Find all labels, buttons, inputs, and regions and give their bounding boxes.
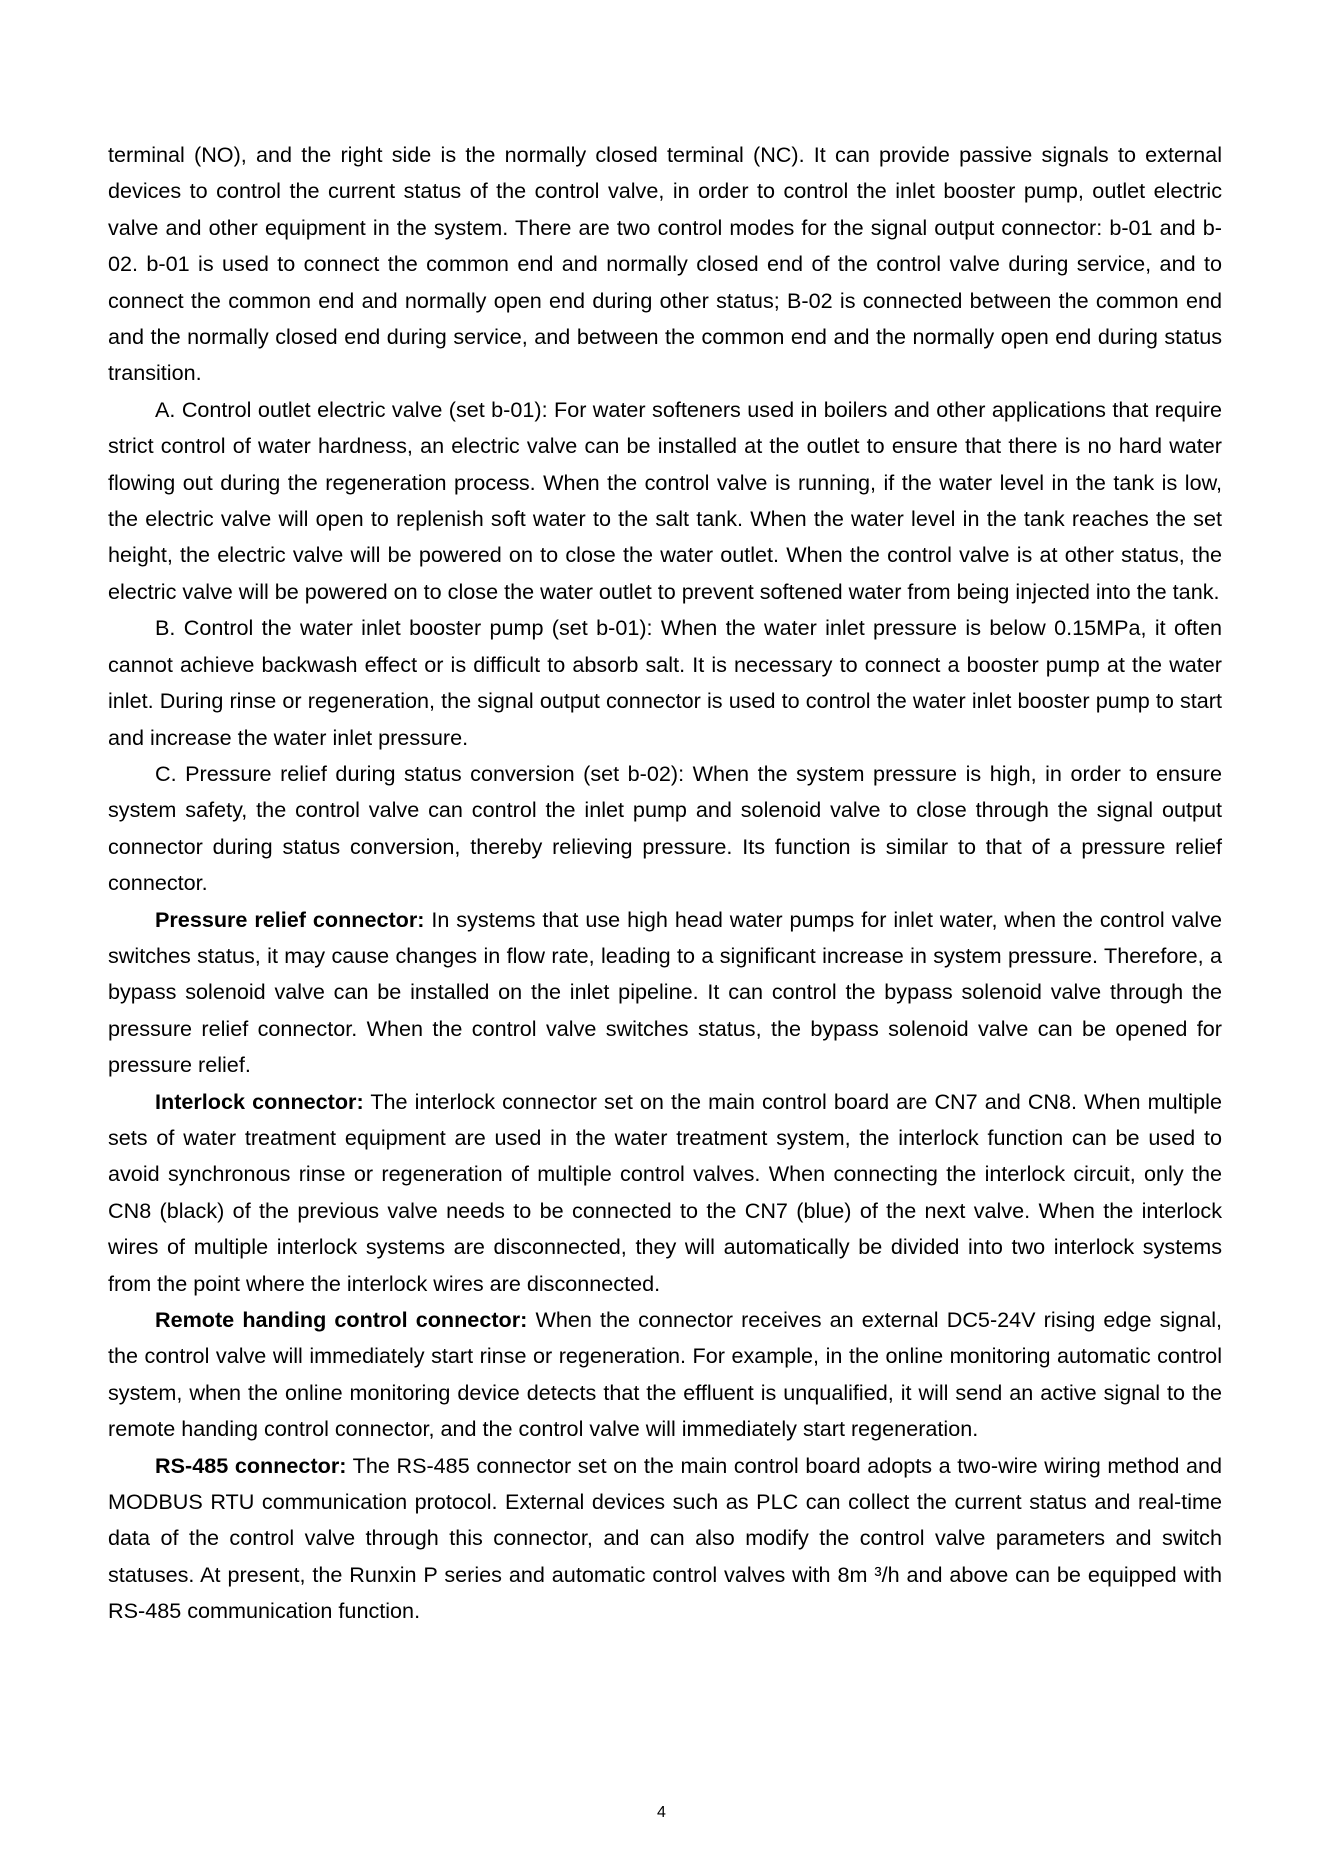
paragraph-text: The RS-485 connector set on the main control board adopts a two-wire wiring method and MODBUS RTU communication protocol. External devices such as PLC can collect the current status and real-time data of the control valve through this connector, and can also modify the control valve parameters and switch statuses. At present, the Runxin P series and automatic control valves with 8m ³/h and above can be equipped with RS-485 communication function. <box>108 1452 1222 1624</box>
paragraph-remote-handing-control-connector <box>108 1302 1222 1448</box>
paragraph-heading: Pressure relief connector: <box>155 906 425 932</box>
paragraph-text: C. Pressure relief during status conversion (set b-02): When the system pressure is high, in order to ensure system safety, the control valve can control the inlet pump and solenoid valve to close through the signal output connector during status conversion, thereby relieving pressure. Its function is similar to that of a pressure relief connector. <box>108 760 1222 896</box>
paragraph-pressure-relief-connector <box>108 902 1222 1084</box>
paragraph-control-inlet-booster-pump <box>108 610 1222 756</box>
paragraph-heading: Interlock connector: <box>155 1088 364 1114</box>
paragraph-text: terminal (NO), and the right side is the normally closed terminal (NC). It can provide passive signals to external devices to control the current status of the control valve, in order to control the inlet booster pump, outlet electric valve and other equipment in the system. There are two control modes for the signal output connector: b-01 and b-02. b-01 is used to connect the common end and normally closed end of the control valve during service, and to connect the common end and normally open end during other status; B-02 is connected between the common end and the normally closed end during service, and between the common end and the normally open end during status transition. <box>108 142 1222 386</box>
paragraph-interlock-connector <box>108 1084 1222 1302</box>
paragraph-text: A. Control outlet electric valve (set b-01): For water softeners used in boilers and other applications that require strict control of water hardness, an electric valve can be installed at the outlet to ensure that there is no hard water flowing out during the regeneration process. When the control valve is running, if the water level in the tank is low, the electric valve will open to replenish soft water to the salt tank. When the water level in the tank reaches the set height, the electric valve will be powered on to close the water outlet. When the control valve is at other status, the electric valve will be powered on to close the water outlet to prevent softened water from being injected into the tank. <box>108 396 1222 604</box>
page-number: 4 <box>657 1804 666 1821</box>
paragraph-pressure-relief-status-conversion <box>108 756 1222 902</box>
document-body <box>108 137 1222 1630</box>
paragraph-text: The interlock connector set on the main control board are CN7 and CN8. When multiple sets of water treatment equipment are used in the water treatment system, the interlock function can be used to avoid synchronous rinse or regeneration of multiple control valves. When connecting the interlock circuit, only the CN8 (black) of the previous valve needs to be connected to the CN7 (blue) of the next valve. When the interlock wires of multiple interlock systems are disconnected, they will automatically be divided into two interlock systems from the point where the interlock wires are disconnected. <box>108 1088 1222 1296</box>
paragraph-control-outlet-electric-valve <box>108 392 1222 610</box>
paragraph-heading: Remote handing control connector: <box>155 1307 528 1332</box>
paragraph-text: In systems that use high head water pumps for inlet water, when the control valve switches status, it may cause changes in flow rate, leading to a significant increase in system pressure. Therefore, a bypass solenoid valve can be installed on the inlet pipeline. It can control the bypass solenoid valve through the pressure relief connector. When the control valve switches status, the bypass solenoid valve can be opened for pressure relief. <box>108 906 1222 1078</box>
paragraph-text: B. Control the water inlet booster pump (set b-01): When the water inlet pressure is below 0.15MPa, it often cannot achieve backwash effect or is difficult to absorb salt. It is necessary to connect a booster pump at the water inlet. During rinse or regeneration, the signal output connector is used to control the water inlet booster pump to start and increase the water inlet pressure. <box>108 615 1222 750</box>
paragraph-rs485-connector <box>108 1448 1222 1630</box>
paragraph-text: When the connector receives an external DC5-24V rising edge signal, the control valve will immediately start rinse or regeneration. For example, in the online monitoring automatic control system, when the online monitoring device detects that the effluent is unqualified, it will send an active signal to the remote handing control connector, and the control valve will immediately start regeneration. <box>108 1307 1223 1442</box>
paragraph-heading: RS-485 connector: <box>155 1452 347 1478</box>
paragraph-signal-output-continued <box>108 137 1222 392</box>
